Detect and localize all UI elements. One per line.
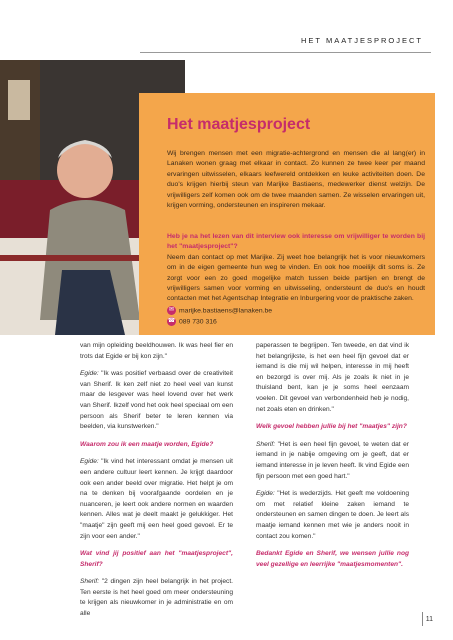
contact-email[interactable] [167,306,367,315]
interview-question: Bedankt Egide en Sherif, we wensen jullie nog veel gezellige en leerrijke "maatjesmomenten". [256,550,409,568]
header-divider [140,52,431,53]
panel-question: Heb je na het lezen van dit interview ook interesse om vrijwilliger te worden bij het "maatjesproject"? [167,233,425,251]
email-text: marijke.bastiaens@lanaken.be [179,307,273,315]
page-number: 11 [425,616,433,623]
speaker-label: Sherif: [80,578,100,586]
paragraph-text: "Ik vind het interessant omdat je mensen uit een andere cultuur leert kennen. Je krijgt daardoor ook een ander beeld over migratie. Het helpt je om na te denken bij voorafgaande oordelen en je nuanceren, je leert ook andere normen en waarden kennen. Alles wat je deelt maakt je gelukkiger. Het "maatje" zijn geeft mij een heel goed gevoel. Er te zijn voor een ander." [80,458,233,540]
speaker-label: Egide: [80,458,99,466]
interview-paragraph [256,440,409,482]
interview-paragraph [80,457,233,542]
panel-question-block [167,232,425,305]
section-header: HET MAATJESPROJECT [301,36,423,45]
paragraph-text: "Ik was positief verbaasd over de creativiteit van Sherif. Ik ken zelf niet zo heel veel van kunst maar de lesgever was heel lovend over het werk van Sherif. Ikzelf vond het ook heel speciaal om een persoon als Sherif beter te leren kennen via beelden, via kunstwerken." [80,370,233,431]
speaker-label: Sherif: [256,440,276,448]
interview-paragraph [80,369,233,433]
body-column-right [256,341,409,577]
mail-icon: ✉ [168,307,175,313]
body-column-left [80,341,233,627]
interview-question: Waarom zou ik een maatje worden, Egide? [80,440,214,448]
contact-phone[interactable] [167,317,367,326]
speaker-label: Egide: [80,370,99,378]
interview-paragraph [256,489,409,542]
paragraph-text: "2 dingen zijn heel belangrijk in het project. Ten eerste is het heel goed om meer ondersteuning te krijgen als nieuwkomer in je administratie en om alle [80,578,233,618]
speaker-label: Egide: [256,490,275,498]
interview-question: Welk gevoel hebben jullie bij het "maatjes" zijn? [256,423,407,431]
panel-title: Het maatjesproject [167,116,311,133]
interview-paragraph [256,341,409,415]
interview-question: Wat vind jij positief aan het "maatjesproject", Sherif? [80,550,233,568]
interview-paragraph [80,577,233,619]
page-divider [422,612,423,626]
phone-icon: ☎ [167,318,176,324]
panel-answer: Neem dan contact op met Marijke. Zij weet hoe belangrijk het is voor nieuwkomers om in de eigen gemeente hun weg te vinden. En ook hoe moeilijk dit soms is. Ze zorgt voor een zo goed mogelijke match tussen beide partijen en brengt de vrijwilligers samen voor vorming en uitwisseling, ondersteunt de duo's en houdt contacten met het Agentschap Integratie en Inburgering voor de praktische zaken. [167,253,425,303]
phone-text: 089 730 316 [179,318,217,326]
paragraph-text: van mijn opleiding beeldhouwen. Ik was heel fier en trots dat Egide er bij kon zijn." [80,342,233,360]
panel-intro: Wij brengen mensen met een migratie-achtergrond en mensen die al lang(er) in Lanaken wonen graag met elkaar in contact. Zo kunnen ze twee keer per maand ervaringen uitwisselen, elkaars leefwereld ontdekken en leuke activiteiten doen. De duo's krijgen hierbij steun van Marijke Bastiaens, medewerker dienst welzijn. De vrijwilligers zelf komen ook om de twee maanden samen. Ze wisselen ervaringen uit, krijgen vorming, ondersteunen en inspireren mekaar. [167,150,425,210]
paragraph-text: paperassen te begrijpen. Ten tweede, en dat vind ik het belangrijkste, is het een heel fijn gevoel dat er iemand is die mij wil helpen, interesse in mij heeft en bezorgd is over mij. Als je zoals ik niet in je thuisland bent, kan je je soms heel eenzaam voelen. Dit gevoel van verbondenheid heb je nodig, net zoals eten en drinken." [256,342,409,413]
paragraph-text: "Het is wederzijds. Het geeft me voldoening om met relatief kleine zaken iemand te ondersteunen en samen dingen te doen. Je leert als maatje iemand kennen met wie je anders nooit in contact zou komen." [256,490,409,540]
paragraph-text: "Het is een heel fijn gevoel, te weten dat er iemand in je nabije omgeving om je geeft, dat er iemand interesse in je leven heeft. Ik vind Egide een fijn persoon met een goed hart." [256,440,409,480]
interview-paragraph [80,341,233,362]
